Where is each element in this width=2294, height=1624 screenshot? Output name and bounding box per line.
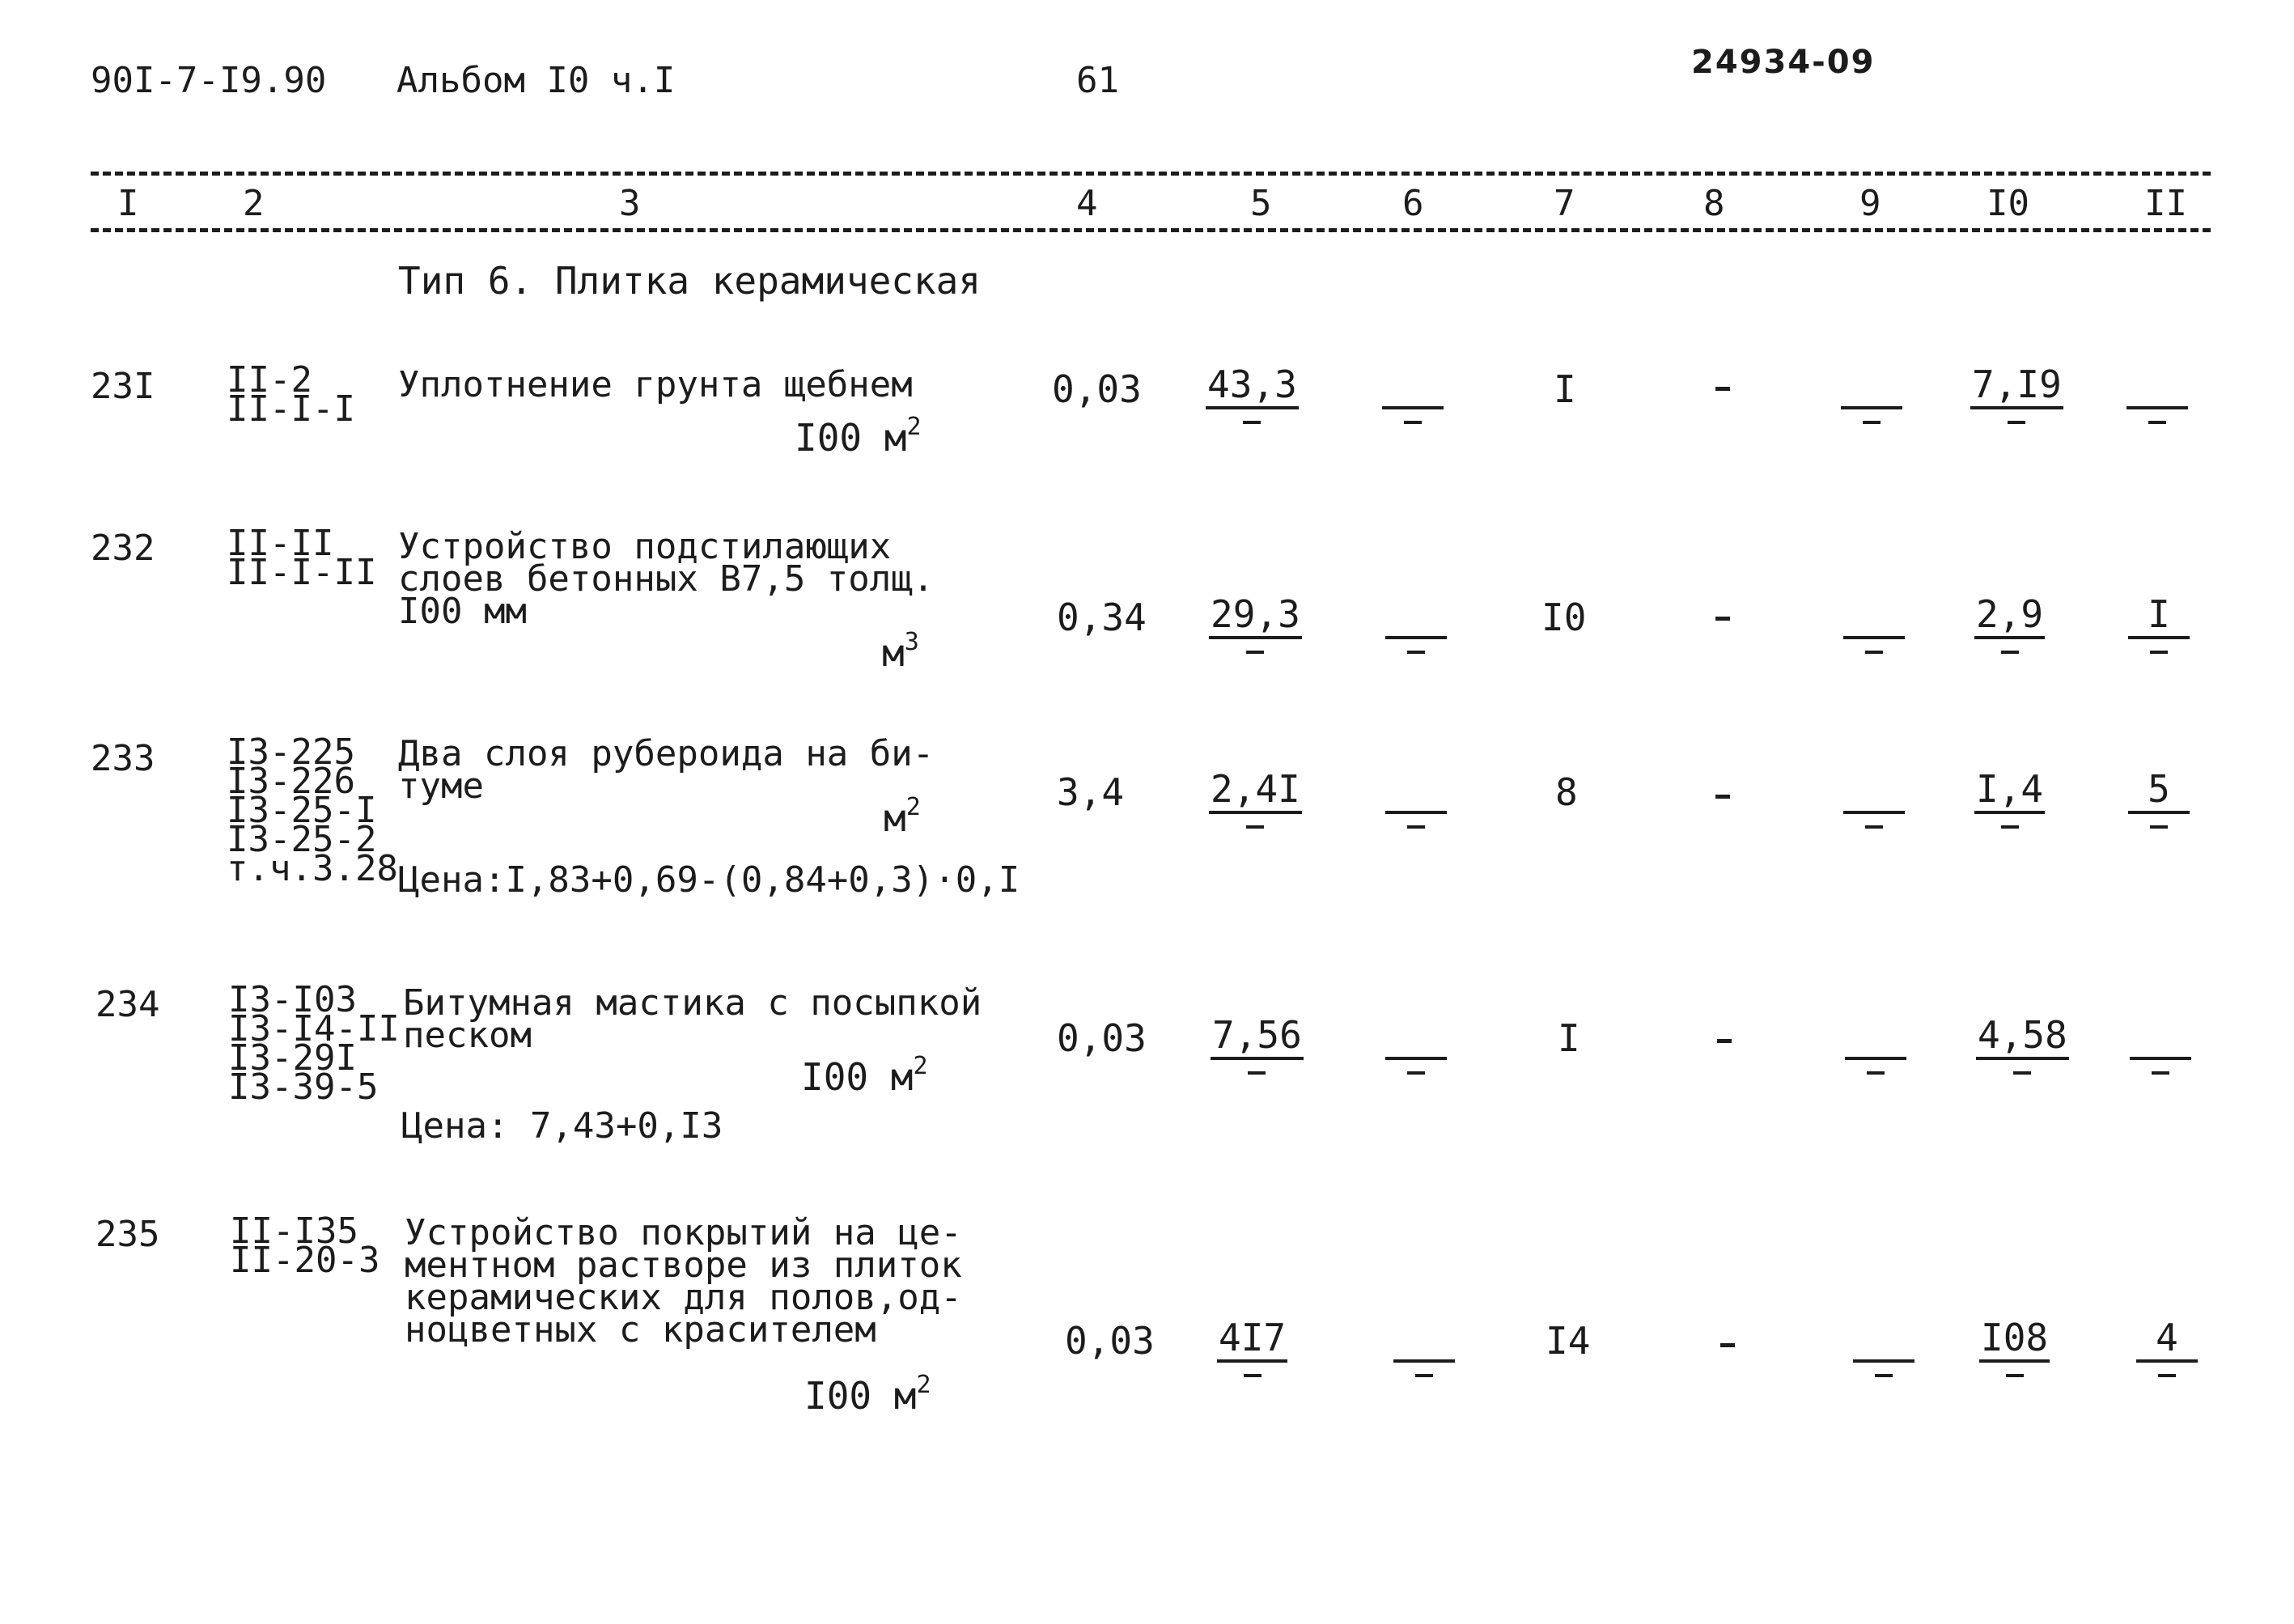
col9-fraction xyxy=(1841,366,1902,434)
row-codes: II-II II-I-II xyxy=(227,523,377,593)
col8-dash xyxy=(1717,1039,1732,1043)
col-header-10: I0 xyxy=(1987,183,2029,224)
row-number: 233 xyxy=(91,738,155,779)
col-header-3: 3 xyxy=(619,183,641,224)
row-codes: II-I35 II-20-3 xyxy=(230,1211,380,1281)
col8-dash xyxy=(1715,795,1730,799)
section-title: Тип 6. Плитка керамическая xyxy=(398,259,982,303)
header-bottom-rule xyxy=(91,228,2211,232)
col4-value: 3,4 xyxy=(1057,770,1125,814)
col6-fraction xyxy=(1385,770,1447,838)
row-number: 234 xyxy=(95,984,160,1025)
row-number: 232 xyxy=(91,528,155,569)
col7-value: 8 xyxy=(1555,770,1578,814)
col9-fraction xyxy=(1845,1016,1906,1084)
col7-value: I xyxy=(1558,1016,1580,1060)
col10-fraction: I08 xyxy=(1979,1319,2050,1387)
col11-fraction: 4 xyxy=(2136,1319,2198,1387)
row-codes: II-2 II-I-I xyxy=(227,359,355,430)
row-codes: I3-I03 I3-I4-II I3-29I I3-39-5 xyxy=(228,979,400,1108)
page-number: 61 xyxy=(1076,60,1119,101)
row-unit: I00 $м^2$ xyxy=(804,1371,931,1418)
col11-fraction: 5 xyxy=(2128,770,2190,838)
col10-fraction: 2,9 xyxy=(1974,596,2045,664)
col7-value: I0 xyxy=(1541,596,1587,639)
row-number: 23I xyxy=(91,366,155,407)
col9-fraction xyxy=(1843,596,1905,664)
col5-fraction: 2,4I xyxy=(1209,770,1302,838)
row-description: Устройство подстилающих слоев бетонных В7,5 толщ. I00 мм xyxy=(398,526,935,632)
project-code: 90I-7-I9.90 xyxy=(91,60,327,101)
col5-fraction: 43,3 xyxy=(1206,366,1299,434)
row-unit: $м^3$ xyxy=(882,628,919,675)
row-description: Два слоя рубероида на би- туме xyxy=(398,733,935,807)
col9-fraction xyxy=(1853,1319,1914,1387)
col-header-8: 8 xyxy=(1703,183,1725,224)
col-header-1: I xyxy=(117,183,139,224)
col-header-5: 5 xyxy=(1250,183,1272,224)
col11-fraction: I xyxy=(2128,596,2190,664)
col11-fraction xyxy=(2130,1016,2191,1084)
col6-fraction xyxy=(1385,596,1447,664)
row-number: 235 xyxy=(95,1214,160,1255)
col4-value: 0,03 xyxy=(1057,1016,1147,1060)
row-unit: I00 $м^2$ xyxy=(801,1052,928,1099)
col-header-4: 4 xyxy=(1076,183,1098,224)
col8-dash xyxy=(1715,387,1730,391)
row-codes: I3-225 I3-226 I3-25-I I3-25-2 т.ч.3.28 xyxy=(227,731,398,889)
col8-dash xyxy=(1720,1343,1735,1347)
header-top-rule xyxy=(91,172,2211,176)
row-price-note: Цена: 7,43+0,I3 xyxy=(401,1105,723,1147)
document-number: 24934-09 xyxy=(1691,44,1876,81)
col-header-2: 2 xyxy=(243,183,265,224)
col-header-11: II xyxy=(2144,183,2187,224)
col7-value: I4 xyxy=(1546,1319,1591,1363)
row-unit: I00 $м^2$ xyxy=(795,413,922,460)
col6-fraction xyxy=(1382,366,1444,434)
col-header-9: 9 xyxy=(1859,183,1881,224)
col4-value: 0,03 xyxy=(1052,367,1142,411)
col4-value: 0,03 xyxy=(1065,1319,1155,1363)
row-description: Уплотнение грунта щебнем xyxy=(398,364,913,405)
row-description: Битумная мастика с посыпкой песком xyxy=(403,982,982,1056)
col9-fraction xyxy=(1843,770,1905,838)
row-unit: $м^2$ xyxy=(884,793,921,840)
col10-fraction: 4,58 xyxy=(1976,1016,2069,1084)
col7-value: I xyxy=(1554,367,1576,411)
col-header-6: 6 xyxy=(1402,183,1424,224)
col6-fraction xyxy=(1385,1016,1447,1084)
col4-value: 0,34 xyxy=(1057,596,1147,639)
row-price-note: Цена:I,83+0,69-(0,84+0,3)·0,I xyxy=(398,859,1020,901)
album-label: Альбом I0 ч.I xyxy=(396,60,676,101)
col11-fraction xyxy=(2127,366,2188,434)
col-header-7: 7 xyxy=(1554,183,1575,224)
col5-fraction: 7,56 xyxy=(1211,1016,1304,1084)
col8-dash xyxy=(1715,617,1730,621)
col5-fraction: 4I7 xyxy=(1217,1319,1287,1387)
col6-fraction xyxy=(1393,1319,1455,1387)
row-description: Устройство покрытий на це- ментном растворе из плиток керамических для полов,од- ноцветных с красителем xyxy=(405,1212,962,1351)
col10-fraction: 7,I9 xyxy=(1970,366,2063,434)
col5-fraction: 29,3 xyxy=(1209,596,1302,664)
col10-fraction: I,4 xyxy=(1974,770,2045,838)
